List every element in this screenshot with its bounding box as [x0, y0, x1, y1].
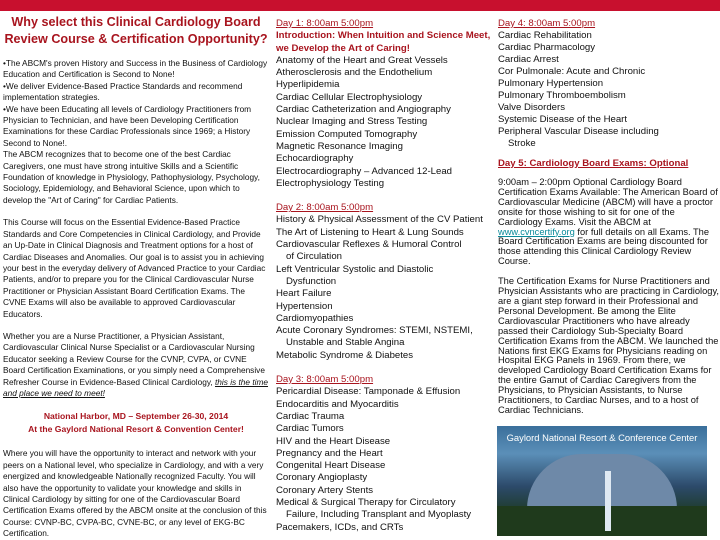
topic-item: HIV and the Heart Disease [276, 435, 391, 447]
topic-item: Coronary Angioplasty [276, 472, 368, 484]
topic-item: Failure, Including Transplant and Myoplasty [286, 509, 472, 521]
topic-item: Cor Pulmonale: Acute and Chronic [498, 66, 646, 77]
day1-heading: Day 1: 8:00am 5:00pm [276, 18, 374, 29]
event-venue: At the Gaylord National Resort & Convention Center! [28, 424, 244, 435]
day5-heading: Day 5: Cardiology Board Exams: Optional [498, 158, 689, 169]
topic-item: Left Ventricular Systolic and Diastolic [276, 263, 434, 275]
abcm-link[interactable]: www.cvncertify.org [498, 226, 575, 237]
event-info [3, 410, 269, 436]
paragraph-text: for full details on all Exams. The Board Certification Exams are being discounted for those attending this Clinical Cardiology Review Course. [498, 226, 709, 267]
topic-item: Systemic Disease of the Heart [498, 114, 628, 125]
topic-item: Pulmonary Thromboembolism [498, 90, 626, 101]
topic-item: Unstable and Stable Angina [286, 337, 405, 349]
paragraph: This Course will focus on the Essential Evidence-Based Practice Standards and Core Competencies in Clinical Cardiology, and Provide an Up-Date in Clinical Diagnosis and Treatment options for a host of Cardiac Diseases and Anomalies. Our goal is to assist you in achieving your best in the everyday delivery of Advanced Practice to your Cardiac Patients, and/or to prepare you for the Clinical Cardiovascular Nurse Practitioner or Physician Assistant Board Certification Exams. The CVNE Exams will also be available to approved Cardiovascular Educators. [3, 217, 266, 319]
topic-item: Atherosclerosis and the Endothelium [276, 67, 433, 79]
topic-item: Electrophysiology Testing [276, 177, 385, 189]
topic-item: Cardiac Cellular Electrophysiology [276, 91, 423, 103]
topic-item: Dysfunction [286, 275, 337, 287]
day3-list [276, 386, 498, 534]
event-location: National Harbor, MD – September 26-30, 2014 [43, 411, 229, 422]
topic-item: Hypertension [276, 300, 333, 312]
topic-item: Pacemakers, ICDs, and CRTs [276, 521, 404, 533]
topic-item: Valve Disorders [498, 102, 566, 113]
topic-item: Peripheral Vascular Disease including [498, 126, 659, 137]
topic-item: Hyperlipidemia [276, 79, 340, 91]
resort-photo [497, 426, 707, 536]
topic-item: Coronary Artery Stents [276, 484, 374, 496]
topic-item: Pericardial Disease: Tamponade & Effusion [276, 386, 461, 398]
topic-item: Echocardiography [276, 153, 354, 165]
topic-item: Emission Computed Tomography [276, 128, 418, 140]
day3-heading: Day 3: 8:00am 5:00pm [276, 374, 374, 386]
topic-item: History & Physical Assessment of the CV Patient [276, 214, 483, 226]
topic-item: Pulmonary Hypertension [498, 78, 604, 89]
day5-paragraph [498, 178, 720, 267]
paragraph: The ABCM recognizes that to become one of the best Cardiac Caregivers, one must have strong intuitive Skills and a Scientific Foundation of knowledge in Physiology, Pathophysiology, Psychology, Sociology, Epidemiology, and Behavioral Science, upon which to develop the "Art of Caring" for Cardiac Patients. [3, 149, 260, 205]
topic-item: Stroke [508, 138, 536, 149]
day1-list [276, 55, 498, 190]
day2-list [276, 214, 498, 362]
day5-paragraph-2: The Certification Exams for Nurse Practitioners and Physician Assistants who are practicing in Cardiology, are a giant step forward in their Professional and Personal Development. Be among the Elite Cardiovascular Practitioners who have already passed their Cardiology Sub-Specialty Board Certification Exams from the ABCM. We launched the Nations first EKG Exams for Physicians reading on Hospital EKG Panels in 1969. From there, we developed Cardiology Board Certification Exams for the entire Gamut of Cardiac Caregivers from the Physicians, to Physician Assistants, to Nurse Practitioners, to Cardiac Nurses, and to a host of Cardiac Technicians. [498, 276, 719, 415]
bullet: •We deliver Evidence-Based Practice Standards and recommend implementation strategies. [3, 80, 243, 103]
topic-item: Endocarditis and Myocarditis [276, 398, 399, 410]
paragraph [3, 331, 269, 399]
topic-item: The Art of Listening to Heart & Lung Sounds [276, 226, 464, 238]
paragraph-text: Whether you are a Nurse Practitioner, a Physician Assistant, Cardiovascular Clinical Nurse Specialist or a Cardiovascular Nursing Educator seeking a Review Course for the CVNP, CVPA, or CVNE Board Certification Examinations, or you simply need a Comprehensive Refresher Course in Evidence-Based Clinical Cardiology, [3, 330, 265, 387]
bullet: •The ABCM's proven History and Success in the Business of Cardiology Education and Certification is Second to None! [3, 58, 268, 80]
photo-caption: Gaylord National Resort & Conference Center [506, 432, 698, 443]
day4-list [498, 30, 720, 150]
topic-item: Cardiac Tumors [276, 423, 344, 435]
top-red-bar [0, 0, 720, 11]
topic-item: Cardiac Catheterization and Angiography [276, 104, 451, 116]
topic-item: Acute Coronary Syndromes: STEMI, NSTEMI, [276, 325, 473, 337]
day2-heading: Day 2: 8:00am 5:00pm [276, 202, 374, 214]
topic-item: Cardiac Trauma [276, 410, 345, 422]
emphasis-text: this is the time and place we need to meet! [3, 376, 269, 398]
paragraph: Where you will have the opportunity to interact and network with your peers on a National level, who specialize in Cardiology, and with a very energized and knowledgeable Nationally recognized Faculty. You will also have the opportunity to validate your knowledge and skills in Clinical Cardiology by sitting for one of the Cardiovascular Board Certification Exams offered by the ABCM onsite at the conclusion of this Course: CVNP-BC, CVPA-BC, CVNE-BC, or any level of EKG-BC Certification. [3, 448, 267, 539]
page-title: Why select this Clinical Cardiology Board Review Course & Certification Opportunity? [4, 15, 268, 46]
topic-item: Anatomy of the Heart and Great Vessels [276, 54, 448, 66]
right-column [498, 18, 720, 416]
fountain-shape [605, 471, 611, 531]
topic-item: Nuclear Imaging and Stress Testing [276, 116, 428, 128]
topic-item: Cardiac Pharmacology [498, 42, 596, 53]
paragraph-text: 9:00am – 2:00pm Optional Cardiology Board Certification Exams Available: The American Board of Cardiovascular Medicine (ABCM) will have a proctor onsite for those wishing to sit for one of the Cardiology Exams. Visit the ABCM at [498, 177, 718, 227]
day4-heading: Day 4: 8:00am 5:00pm [498, 18, 596, 29]
topic-item: Metabolic Syndrome & Diabetes [276, 349, 414, 361]
topic-item: Cardiac Arrest [498, 54, 559, 65]
topic-item: Congenital Heart Disease [276, 460, 386, 472]
topic-item: Cardiovascular Reflexes & Humoral Control [276, 239, 462, 251]
middle-column [276, 18, 498, 534]
topic-item: of Circulation [286, 251, 342, 263]
day1-intro: Introduction: When Intuition and Science Meet, we Develop the Art of Caring! [276, 30, 491, 54]
bullet: •We have been Educating all levels of Cardiology Practitioners from Physician to Technician, and have been Developing Certification Examinations for these Cardiac Professionals since 1969; a History Second to None!. [3, 103, 252, 148]
topic-item: Cardiac Rehabilitation [498, 30, 592, 41]
topic-item: Cardiomyopathies [276, 312, 354, 324]
topic-item: Electrocardiography – Advanced 12-Lead [276, 165, 453, 177]
topic-item: Magnetic Resonance Imaging [276, 140, 403, 152]
topic-item: Pregnancy and the Heart [276, 447, 383, 459]
topic-item: Heart Failure [276, 288, 332, 300]
trees-shape [497, 506, 707, 536]
building-shape [527, 454, 677, 509]
left-column [3, 14, 269, 540]
topic-item: Medical & Surgical Therapy for Circulatory [276, 496, 456, 508]
